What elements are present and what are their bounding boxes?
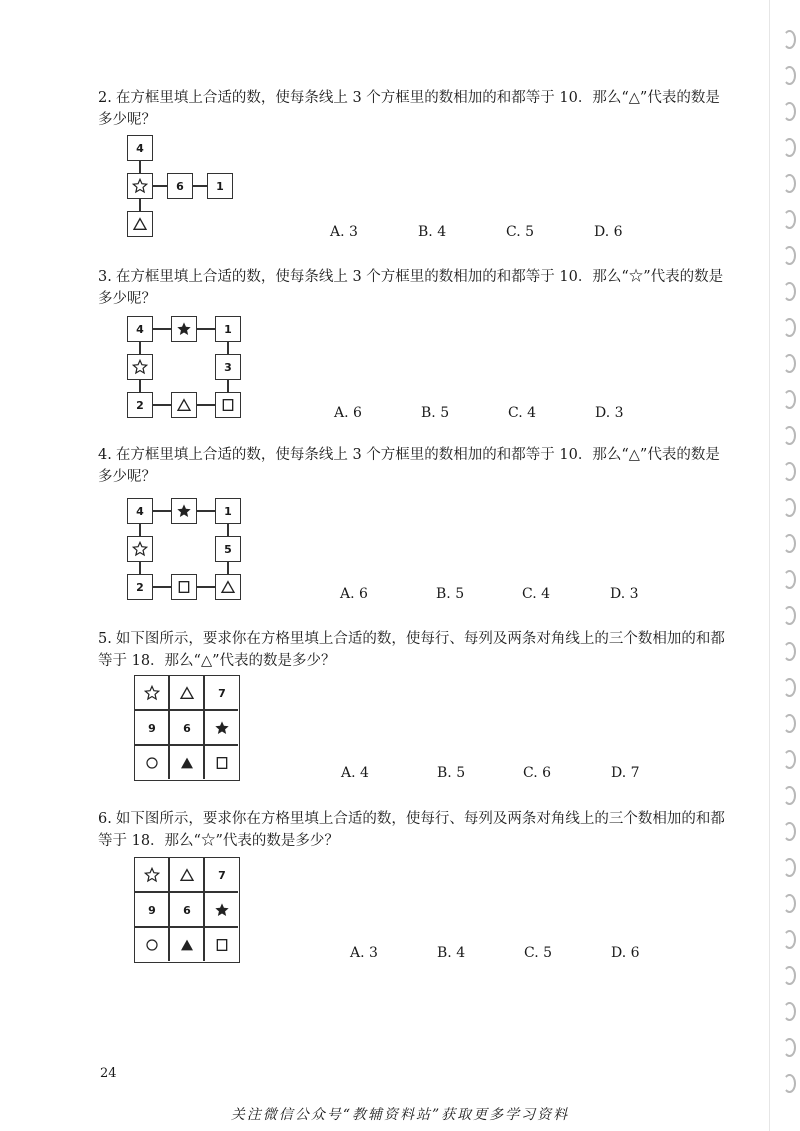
star-outline-icon: [132, 541, 148, 557]
box-star-outline: [127, 354, 153, 380]
footer-note: 关注微信公众号“教辅资料站”获取更多学习资料: [230, 1107, 570, 1123]
cell-r2c1: 9: [148, 903, 156, 917]
option-b[interactable]: B. 4: [418, 224, 447, 240]
option-d[interactable]: D. 6: [611, 945, 640, 961]
question-6-grid: [134, 857, 240, 963]
star-filled-icon: [214, 720, 230, 736]
question-number: 2.: [98, 90, 112, 106]
box-top: 4: [127, 135, 153, 161]
option-c[interactable]: C. 4: [508, 405, 537, 421]
box-top-left: 4: [127, 498, 153, 524]
box-bottom-left: 2: [127, 574, 153, 600]
box-star-outline: [127, 536, 153, 562]
option-a[interactable]: A. 4: [341, 765, 369, 781]
box-triangle: [171, 392, 197, 418]
cell-r3c2: [170, 746, 204, 780]
star-outline-icon: [132, 178, 148, 194]
box-triangle: [215, 574, 241, 600]
box-top-right: 1: [215, 316, 241, 342]
triangle-outline-icon: [176, 397, 192, 413]
question-text: 如下图所示，要求你在方格里填上合适的数，使每行、每列及两条对角线上的三个数相加的和都等于 18．那么“☆”代表的数是多少？: [98, 811, 725, 849]
star-outline-icon: [132, 359, 148, 375]
option-b[interactable]: B. 5: [436, 586, 465, 602]
box-star-filled: [171, 316, 197, 342]
square-outline-icon: [220, 397, 236, 413]
box-triangle: [127, 211, 153, 237]
triangle-filled-icon: [179, 755, 195, 771]
question-5-grid: [134, 675, 240, 781]
cell-r3c1: [135, 746, 169, 780]
cell-r1c2: [170, 676, 204, 710]
cell-r2c2: 6: [183, 903, 191, 917]
cell-r1c3: 7: [218, 868, 226, 882]
box-bottom-left: 2: [127, 392, 153, 418]
square-outline-icon: [214, 937, 230, 953]
star-filled-icon: [176, 503, 192, 519]
triangle-outline-icon: [179, 685, 195, 701]
cell-r2c2: 6: [183, 721, 191, 735]
option-a[interactable]: A. 3: [330, 224, 358, 240]
circle-outline-icon: [144, 755, 160, 771]
square-outline-icon: [214, 755, 230, 771]
question-text: 如下图所示，要求你在方格里填上合适的数，使每行、每列及两条对角线上的三个数相加的和都等于 18．那么“△”代表的数是多少？: [98, 631, 725, 669]
question-4: [98, 444, 728, 488]
cell-r1c1: [135, 858, 169, 892]
box-mid-right: 3: [215, 354, 241, 380]
question-text: 在方框里填上合适的数，使每条线上 3 个方框里的数相加的和都等于 10．那么“△”代表的数是多少呢？: [98, 90, 720, 128]
cell-r1c3: 7: [218, 686, 226, 700]
page-edge: [769, 0, 770, 1131]
box-top-right: 1: [215, 498, 241, 524]
question-2: [98, 87, 728, 131]
box-mid-right: 5: [215, 536, 241, 562]
box-square: [215, 392, 241, 418]
question-text: 在方框里填上合适的数，使每条线上 3 个方框里的数相加的和都等于 10．那么“☆”代表的数是多少呢？: [98, 269, 724, 307]
star-filled-icon: [214, 902, 230, 918]
option-a[interactable]: A. 6: [340, 586, 368, 602]
option-d[interactable]: D. 3: [595, 405, 624, 421]
star-outline-icon: [144, 867, 160, 883]
option-c[interactable]: C. 5: [506, 224, 535, 240]
box-star: [127, 173, 153, 199]
question-number: 3.: [98, 269, 112, 285]
circle-outline-icon: [144, 937, 160, 953]
question-5: [98, 628, 728, 672]
option-d[interactable]: D. 3: [610, 586, 639, 602]
option-d[interactable]: D. 6: [594, 224, 623, 240]
question-text: 在方框里填上合适的数，使每条线上 3 个方框里的数相加的和都等于 10．那么“△”代表的数是多少呢？: [98, 447, 720, 485]
star-filled-icon: [176, 321, 192, 337]
cell-r3c2: [170, 928, 204, 962]
question-number: 5.: [98, 631, 112, 647]
question-3: [98, 266, 728, 310]
box-square: [171, 574, 197, 600]
box-top-left: 4: [127, 316, 153, 342]
option-a[interactable]: A. 6: [334, 405, 362, 421]
triangle-outline-icon: [220, 579, 236, 595]
page-number: 24: [100, 1066, 117, 1081]
question-number: 6.: [98, 811, 112, 827]
question-number: 4.: [98, 447, 112, 463]
triangle-outline-icon: [179, 867, 195, 883]
box-star-filled: [171, 498, 197, 524]
cell-r3c1: [135, 928, 169, 962]
cell-r2c3: [205, 893, 239, 927]
option-c[interactable]: C. 5: [524, 945, 553, 961]
cell-r2c3: [205, 711, 239, 745]
cell-r1c1: [135, 676, 169, 710]
star-outline-icon: [144, 685, 160, 701]
option-c[interactable]: C. 6: [523, 765, 552, 781]
cell-r2c1: 9: [148, 721, 156, 735]
option-a[interactable]: A. 3: [350, 945, 378, 961]
triangle-outline-icon: [132, 216, 148, 232]
option-c[interactable]: C. 4: [522, 586, 551, 602]
option-b[interactable]: B. 5: [421, 405, 450, 421]
cell-r3c3: [205, 746, 239, 780]
triangle-filled-icon: [179, 937, 195, 953]
cell-r3c3: [205, 928, 239, 962]
box-center: 6: [167, 173, 193, 199]
option-b[interactable]: B. 4: [437, 945, 466, 961]
option-d[interactable]: D. 7: [611, 765, 640, 781]
square-outline-icon: [176, 579, 192, 595]
cell-r1c2: [170, 858, 204, 892]
question-6: [98, 808, 728, 852]
option-b[interactable]: B. 5: [437, 765, 466, 781]
box-right: 1: [207, 173, 233, 199]
